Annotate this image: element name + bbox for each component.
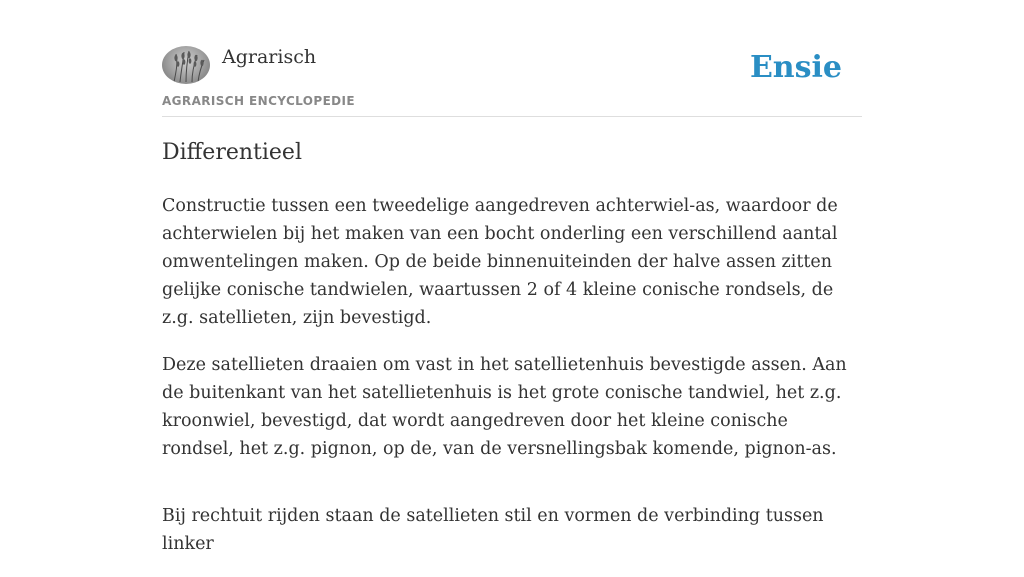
brand-logo-link[interactable]: Ensie [749,50,842,85]
article-paragraph: Deze satellieten draaien om vast in het satellietenhuis bevestigde assen. Aan de buitenkant van het satellietenhuis is het grote conische tandwiel, het z.g. kroonwiel, bevestigd, dat wordt aangedreven door het kleine conische rondsel, het z.g. pignon, op de, van de versnellingsbak komende, pignon-as. [162,355,847,459]
page [162,0,862,554]
article-paragraph: Bij rechtuit rijden staan de satellieten stil en vormen de verbinding tussen linker [162,506,824,554]
article-body [162,192,862,577]
article-paragraph: Constructie tussen een tweedelige aangedreven achterwiel-as, waardoor de achterwielen bij het maken van een bocht onderling een verschillend aantal omwentelingen maken. Op de beide binnenuiteinden der halve assen zitten gelijke conische tandwielen, waartussen 2 of 4 kleine conische rondsels, de z.g. satellieten, zijn bevestigd. [162,196,838,328]
page-title: Differentieel [162,140,302,165]
publisher-name[interactable]: Agrarisch [222,46,317,68]
encyclopedia-label[interactable]: AGRARISCH ENCYCLOPEDIE [162,94,355,108]
header [162,44,862,117]
wheat-logo-graphic [162,46,210,84]
wheat-logo-icon[interactable] [162,46,210,84]
